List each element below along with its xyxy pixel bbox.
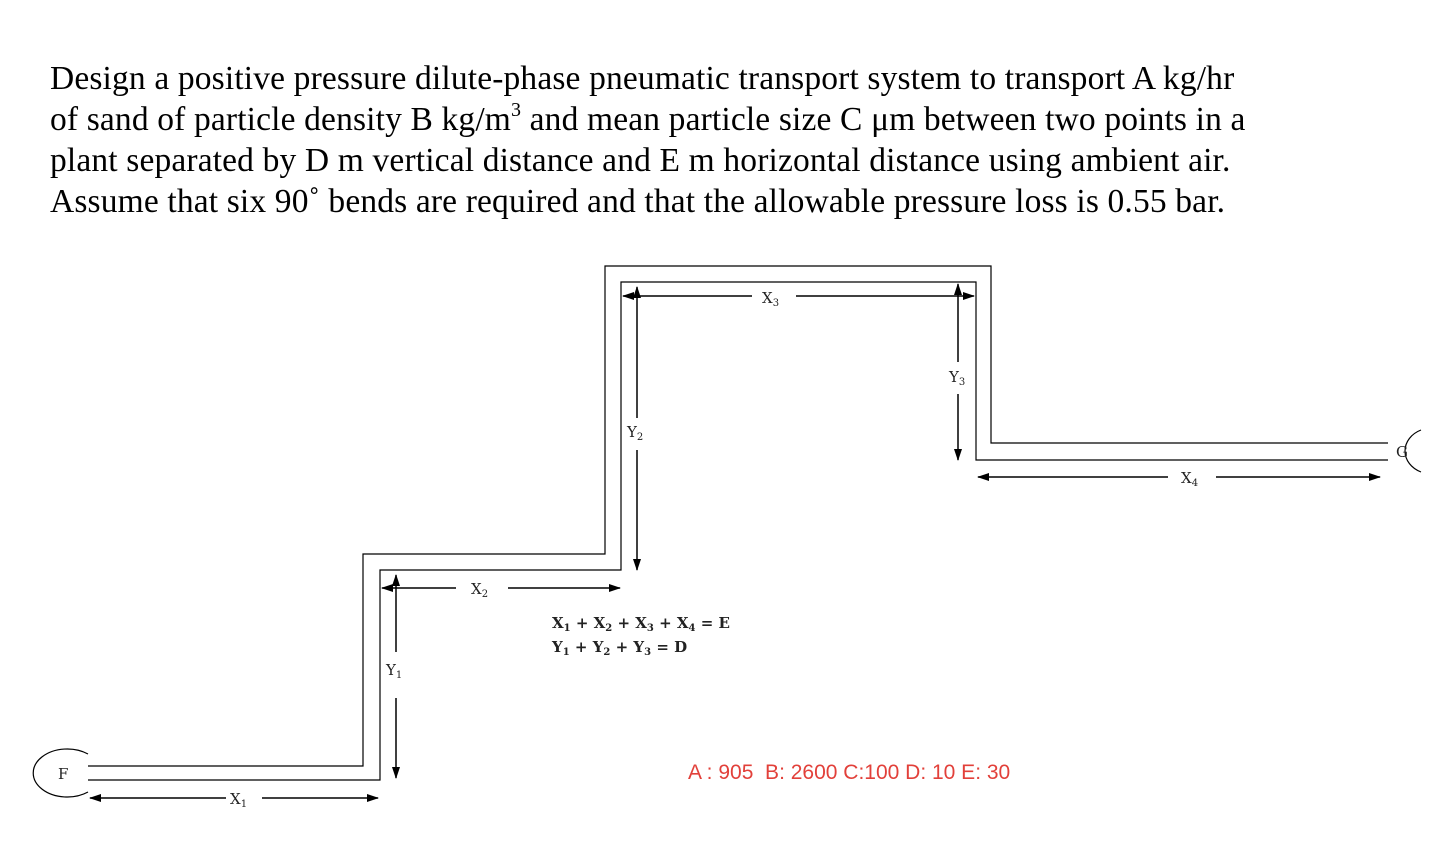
end-label: G [1396,443,1408,461]
problem-line-3: plant separated by D m vertical distance and E m horizontal distance using ambient air. [50,142,1231,179]
dim-x1-label: $X_1$ [230,790,248,810]
dim-y1-label: $Y_1$ [386,661,403,681]
equation-horizontal-sum: $X_1 + X_2 + X_3 + X_4 = E$ [552,614,730,634]
dim-y2-label: $Y_2$ [627,423,644,443]
problem-line-4: Assume that six 90˚ bends are required and that the allowable pressure loss is 0.55 bar. [50,183,1226,220]
pipe-inner-wall [88,282,1388,780]
equation-vertical-sum: $Y_1 + Y_2 + Y_3 = D$ [552,638,688,658]
dim-x3-label: $X_3$ [762,289,780,309]
problem-line-2-b: and mean particle size C μm between two points in a [521,101,1246,138]
problem-line-2-a: of sand of particle density B kg/m [50,101,511,138]
cubic-superscript: 3 [510,98,522,121]
problem-line-1: Design a positive pressure dilute-phase pneumatic transport system to transport A kg/hr [50,60,1235,97]
dim-x2-label: $X_2$ [471,580,489,600]
start-label: F [58,765,69,783]
dim-y3-label: $Y_3$ [949,368,966,388]
pipe-outer-wall [88,266,1388,766]
dim-x4-label: $X_4$ [1181,469,1199,489]
parameter-values: A : 905 B: 2600 C:100 D: 10 E: 30 [688,761,1011,784]
